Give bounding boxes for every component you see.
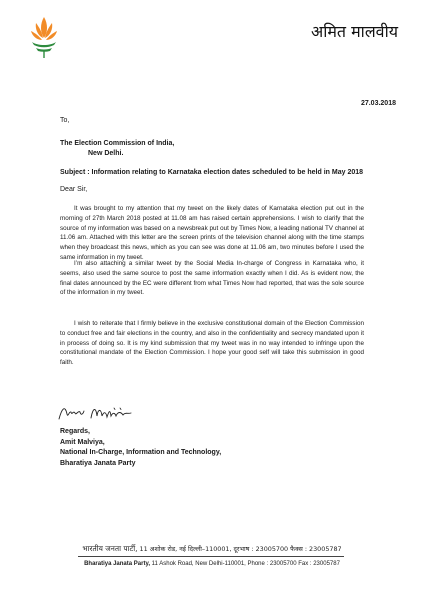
bjp-lotus-logo: [30, 14, 58, 58]
footer-divider: [78, 556, 344, 557]
signatory-name: Amit Malviya,: [60, 438, 105, 446]
letter-paragraph: It was brought to my attention that my tweet on the likely dates of Karnataka election put out in the morning of 27th March 2018 posted at 11.08 am has raised certain apprehensions. I wish to clarify that the source of my information was based on a newsbreak put out by Times Now, a leading national TV channel at 11.06 am. Attached with this letter are the screen prints of the television channel along with the time stamps when they broadcast this news, which as you can see was done at 11.06 am, two minutes before I used the same information in my tweet.: [60, 205, 364, 261]
signatory-title: National In-Charge, Information and Technology,: [60, 449, 222, 456]
letter-date: 27.03.2018: [360, 100, 396, 107]
footer-hindi-address: [0, 544, 424, 554]
footer-english-details: 11 Ashok Road, New Delhi-110001, Phone : 23005700 Fax : 23005787: [150, 561, 340, 567]
recipient-to-label: To,: [60, 117, 70, 124]
closing-regards: Regards,: [60, 428, 90, 435]
letter-paragraph: I’m also attaching a similar tweet by the Social Media In-charge of Congress in Karnataka who, it seems, also used the same source to post the same information exactly when I did. As is evident now, the final dates announced by the EC were different from what Times Now had reported, that was the sole source of the information in my tweet.: [60, 260, 364, 297]
signatory-organization: Bharatiya Janata Party: [60, 459, 136, 467]
letter-paragraph: I wish to reiterate that I firmly believe in the exclusive constitutional domain of the Election Commission to conduct free and fair elections in the country, and also in the confidentiality and secrecy mandated upon it in process of doing so. It is my kind submission that my tweet was in no way intended to infringe upon the constitutional mandate of the Election Commission. I hope your good self will take this submission in good faith.: [60, 320, 364, 367]
letterhead-name: अमित मालवीय: [310, 22, 398, 41]
footer-hindi-details: 11 अशोक रोड, नई दिल्ली–110001, दूरभाष : 23005700 फैक्स : 23005787: [137, 545, 342, 553]
letter-subject: Subject : Information relating to Karnataka election dates scheduled to be held in May 2018: [60, 169, 364, 176]
footer-hindi-org: भारतीय जनता पार्टी,: [82, 544, 138, 553]
footer-english-address: [0, 561, 424, 567]
recipient-city: New Delhi.: [88, 150, 124, 157]
footer-english-org: Bharatiya Janata Party,: [84, 561, 150, 567]
recipient-address: [60, 139, 174, 159]
salutation: Dear Sir,: [60, 186, 88, 193]
signature-block: [60, 427, 221, 469]
recipient-name: The Election Commission of India,: [60, 140, 175, 147]
handwritten-signature: [57, 402, 135, 424]
